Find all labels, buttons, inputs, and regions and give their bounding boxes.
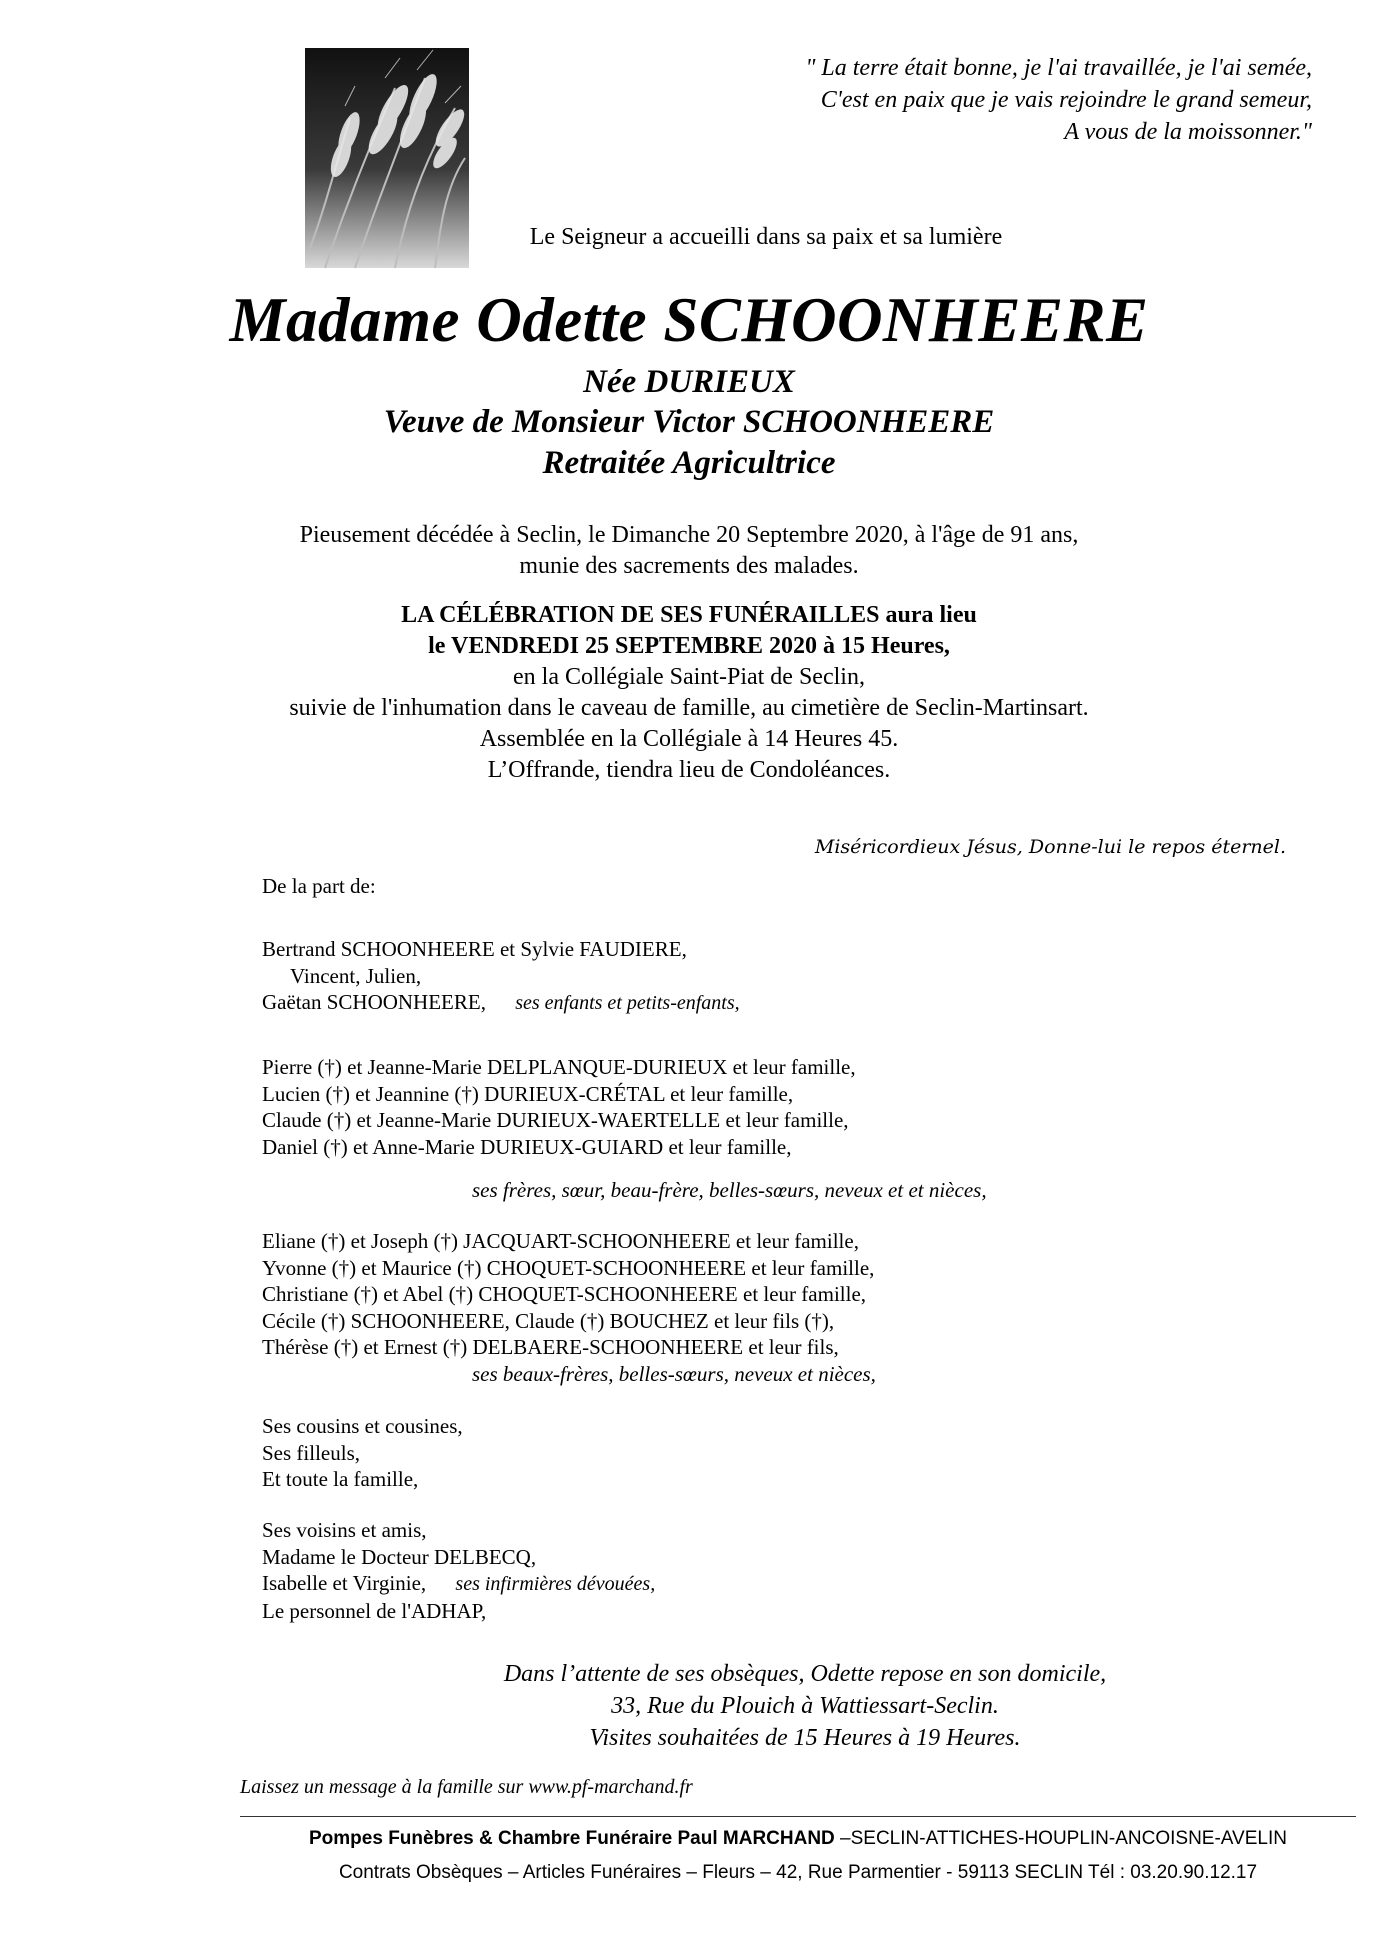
de-la-part-label: De la part de: (262, 874, 376, 898)
funeral-assembly: Assemblée en la Collégiale à 14 Heures 45. (479, 726, 899, 752)
domicile-notice (395, 1658, 1215, 1754)
prayer-line: Miséricordieux Jésus, Donne-lui le repos éternel. (814, 836, 1286, 858)
funeral-offering: L’Offrande, tiendra lieu de Condoléances. (487, 757, 891, 783)
domicile-line: 33, Rue du Plouich à Wattiessart-Seclin. (611, 1693, 999, 1719)
list-item: Ses voisins et amis, (262, 1518, 427, 1542)
list-item: Thérèse (†) et Ernest (†) DELBAERE-SCHOONHEERE et leur fils, (262, 1335, 839, 1359)
list-item (262, 989, 740, 1017)
funeral-date: le VENDREDI 25 SEPTEMBRE 2020 à 15 Heures, (428, 633, 950, 659)
footer-divider (240, 1816, 1356, 1817)
list-item: Ses cousins et cousines, (262, 1414, 463, 1438)
quote-line: A vous de la moissonner." (1064, 119, 1312, 145)
list-item: Eliane (†) et Joseph (†) JACQUART-SCHOONHEERE et leur famille, (262, 1229, 859, 1253)
opening-quote (612, 52, 1312, 148)
deceased-name: Madame Odette SCHOONHEERE (229, 285, 1149, 355)
company-locations: –SECLIN-ATTICHES-HOUPLIN-ANCOISNE-AVELIN (834, 1828, 1287, 1849)
quote-line: " La terre était bonne, je l'ai travaillée, je l'ai semée, (805, 55, 1312, 81)
quote-line: C'est en paix que je vais rejoindre le grand semeur, (820, 87, 1312, 113)
maiden-name: Née DURIEUX (583, 364, 795, 400)
message-link[interactable]: Laissez un message à la famille sur www.pf-marchand.fr (240, 1776, 693, 1798)
list-item: Christiane (†) et Abel (†) CHOQUET-SCHOONHEERE et leur famille, (262, 1282, 867, 1306)
domicile-line: Visites souhaitées de 15 Heures à 19 Heures. (589, 1725, 1021, 1751)
siblings-group (262, 1054, 856, 1160)
relation-label: ses beaux-frères, belles-sœurs, neveux et nièces, (472, 1362, 876, 1386)
funeral-location: en la Collégiale Saint-Piat de Seclin, (513, 664, 865, 690)
friends-group (262, 1517, 655, 1624)
cousins-group (262, 1413, 463, 1493)
in-laws-group (262, 1228, 874, 1361)
footer-company-line (240, 1828, 1356, 1850)
children-group (262, 936, 740, 1017)
relation-label: ses frères, sœur, beau-frère, belles-sœurs, neveux et et nièces, (472, 1178, 987, 1202)
relation-label: ses enfants et petits-enfants, (515, 992, 740, 1014)
death-notice (0, 520, 1378, 582)
list-item: Daniel (†) et Anne-Marie DURIEUX-GUIARD et leur famille, (262, 1134, 792, 1159)
list-item: Yvonne (†) et Maurice (†) CHOQUET-SCHOONHEERE et leur famille, (262, 1255, 875, 1280)
list-item: Et toute la famille, (262, 1467, 419, 1491)
funeral-details (0, 600, 1378, 786)
funeral-burial: suivie de l'inhumation dans le caveau de famille, au cimetière de Seclin-Martinsart. (289, 695, 1089, 721)
list-item-text: Isabelle et Virginie, (262, 1571, 427, 1595)
list-item: Le personnel de l'ADHAP, (262, 1598, 487, 1623)
widow-line: Veuve de Monsieur Victor SCHOONHEERE (383, 404, 995, 440)
list-item (262, 1570, 655, 1598)
list-item: Bertrand SCHOONHEERE et Sylvie FAUDIERE, (262, 937, 687, 961)
list-item: Ses filleuls, (262, 1440, 360, 1465)
list-item: Cécile (†) SCHOONHEERE, Claude (†) BOUCHEZ et leur fils (†), (262, 1308, 835, 1333)
list-item: Pierre (†) et Jeanne-Marie DELPLANQUE-DURIEUX et leur famille, (262, 1055, 856, 1079)
list-item: Vincent, Julien, (290, 963, 422, 988)
profession-line: Retraitée Agricultrice (542, 445, 836, 481)
company-name: Pompes Funèbres & Chambre Funéraire Paul MARCHAND (309, 1828, 835, 1849)
list-item-text: Gaëtan SCHOONHEERE, (262, 990, 486, 1014)
intro-text: Le Seigneur a accueilli dans sa paix et sa lumière (529, 224, 1003, 250)
death-notice-line: Pieusement décédée à Seclin, le Dimanche 20 Septembre 2020, à l'âge de 91 ans, (299, 522, 1079, 548)
domicile-line: Dans l’attente de ses obsèques, Odette repose en son domicile, (503, 1661, 1107, 1687)
list-item: Claude (†) et Jeanne-Marie DURIEUX-WAERTELLE et leur famille, (262, 1108, 849, 1132)
list-item: Lucien (†) et Jeannine (†) DURIEUX-CRÉTAL et leur famille, (262, 1081, 794, 1106)
funeral-heading: LA CÉLÉBRATION DE SES FUNÉRAILLES aura lieu (401, 602, 977, 628)
intro-line (0, 224, 1378, 251)
footer-services-line: Contrats Obsèques – Articles Funéraires – Fleurs – 42, Rue Parmentier - 59113 SECLIN Tél : 03.20.90.12.17 (338, 1862, 1258, 1883)
relation-label: ses infirmières dévouées, (455, 1573, 656, 1595)
death-notice-line: munie des sacrements des malades. (519, 553, 859, 579)
list-item: Madame le Docteur DELBECQ, (262, 1544, 537, 1569)
